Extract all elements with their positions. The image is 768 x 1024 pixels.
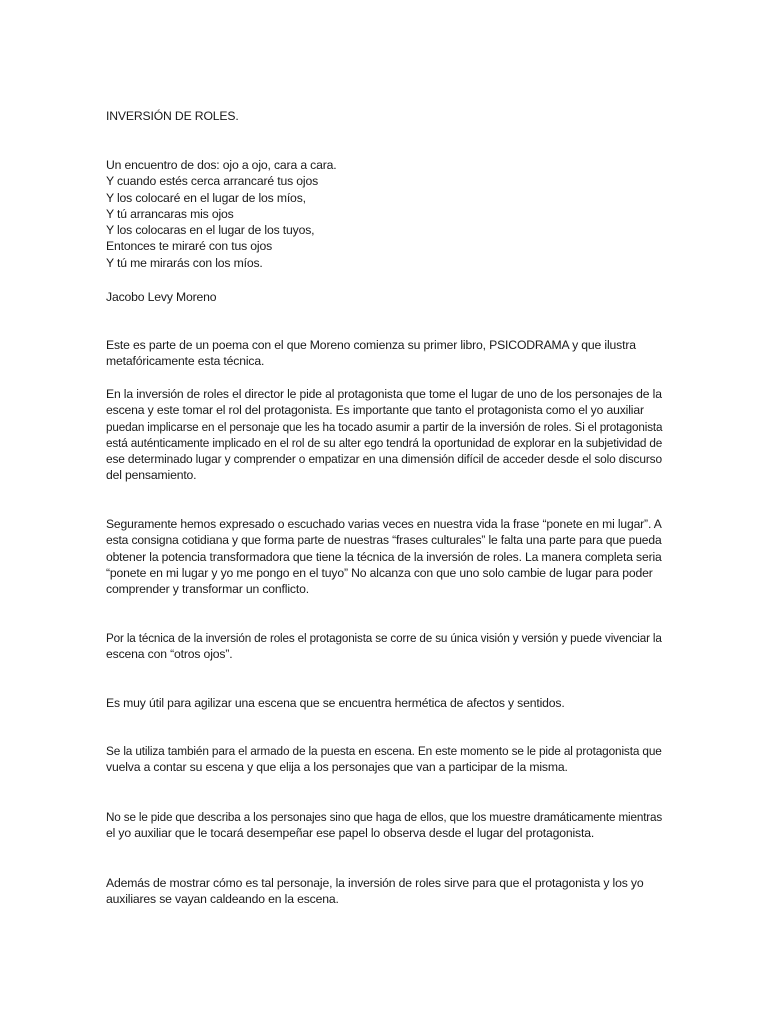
- poem-line: Y los colocaras en el lugar de los tuyos,: [106, 223, 315, 238]
- poem-line: Un encuentro de dos: ojo a ojo, cara a cara.: [106, 158, 337, 172]
- title-line: INVERSIÓN DE ROLES.: [106, 109, 239, 123]
- document-title: [106, 108, 662, 124]
- paragraph-definition: [106, 386, 662, 484]
- poem-stanza: [106, 157, 662, 271]
- paragraph-other-eyes: [106, 630, 662, 663]
- paragraph-line: En la inversión de roles el director le pide al protagonista que tome el lugar de uno de los personajes de la: [106, 387, 662, 401]
- paragraph-line: vuelva a contar su escena y que elija a los personajes que van a participar de la misma.: [106, 760, 568, 775]
- paragraph-line: “ponete en mi lugar y yo me pongo en el tuyo” No alcanza con que uno solo cambie de lugar para poder: [106, 565, 653, 580]
- poem-line: Y los colocaré en el lugar de los míos,: [106, 190, 306, 205]
- poem-line: Y cuando estés cerca arrancaré tus ojos: [106, 174, 319, 189]
- paragraph-line: Se la utiliza también para el armado de la puesta en escena. En este momento se le pide al protagonista que: [106, 744, 662, 758]
- paragraph-line: metafóricamente esta técnica.: [106, 354, 265, 369]
- paragraph-line: escena con “otros ojos”.: [106, 647, 233, 662]
- paragraph-intro: [106, 337, 662, 370]
- paragraph-line: auxiliares se vayan caldeando en la escena.: [106, 892, 339, 907]
- paragraph-line: Seguramente hemos expresado o escuchado varias veces en nuestra vida la frase “ponete en mi lugar”. A: [106, 517, 662, 531]
- paragraph-line: está auténticamente implicado en el rol de su alter ego tendrá la oportunidad de explorar en la subjetividad de: [106, 435, 663, 450]
- paragraph-line: puedan implicarse en el personaje que les ha tocado asumir a partir de la inversión de roles. Si el protagonista: [106, 419, 663, 434]
- paragraph-warmup: [106, 875, 662, 908]
- paragraph-line: Es muy útil para agilizar una escena que se encuentra hermética de afectos y sentidos.: [106, 696, 565, 710]
- paragraph-staging: [106, 743, 662, 776]
- paragraph-line: No se le pide que describa a los personajes sino que haga de ellos, que los muestre dramáticamente mientras: [106, 810, 663, 824]
- paragraph-line: comprender y transformar un conflicto.: [106, 582, 309, 597]
- paragraph-everyday-phrase: [106, 516, 662, 597]
- paragraph-line: Además de mostrar cómo es tal personaje, la inversión de roles sirve para que el protagonista y los yo: [106, 876, 644, 890]
- author-line: Jacobo Levy Moreno: [106, 290, 217, 304]
- poem-author: [106, 289, 662, 305]
- poem-line: Entonces te miraré con tus ojos: [106, 239, 273, 254]
- paragraph-line: esta consigna cotidiana y que forma parte de nuestras “frases culturales” le falta una parte para que pueda: [106, 533, 662, 548]
- paragraph-line: obtener la potencia transformadora que tiene la técnica de la inversión de roles. La manera completa seria: [106, 549, 662, 564]
- paragraph-line: ese determinado lugar y comprender o empatizar en una dimensión difícil de acceder desde el solo discurso: [106, 452, 662, 467]
- paragraph-line: del pensamiento.: [106, 468, 197, 483]
- paragraph-usefulness: [106, 695, 662, 711]
- paragraph-characters: [106, 809, 662, 842]
- paragraph-line: el yo auxiliar que le tocará desempeñar ese papel lo observa desde el lugar del protagonista.: [106, 826, 595, 841]
- poem-line: Y tú arrancaras mis ojos: [106, 206, 234, 221]
- paragraph-line: Por la técnica de la inversión de roles el protagonista se corre de su única visión y versión y puede vivenciar la: [106, 631, 662, 645]
- poem-line: Y tú me mirarás con los míos.: [106, 255, 263, 270]
- paragraph-line: escena y este tomar el rol del protagonista. Es importante que tanto el protagonista como el yo auxiliar: [106, 403, 644, 418]
- paragraph-line: Este es parte de un poema con el que Moreno comienza su primer libro, PSICODRAMA y que ilustra: [106, 338, 636, 352]
